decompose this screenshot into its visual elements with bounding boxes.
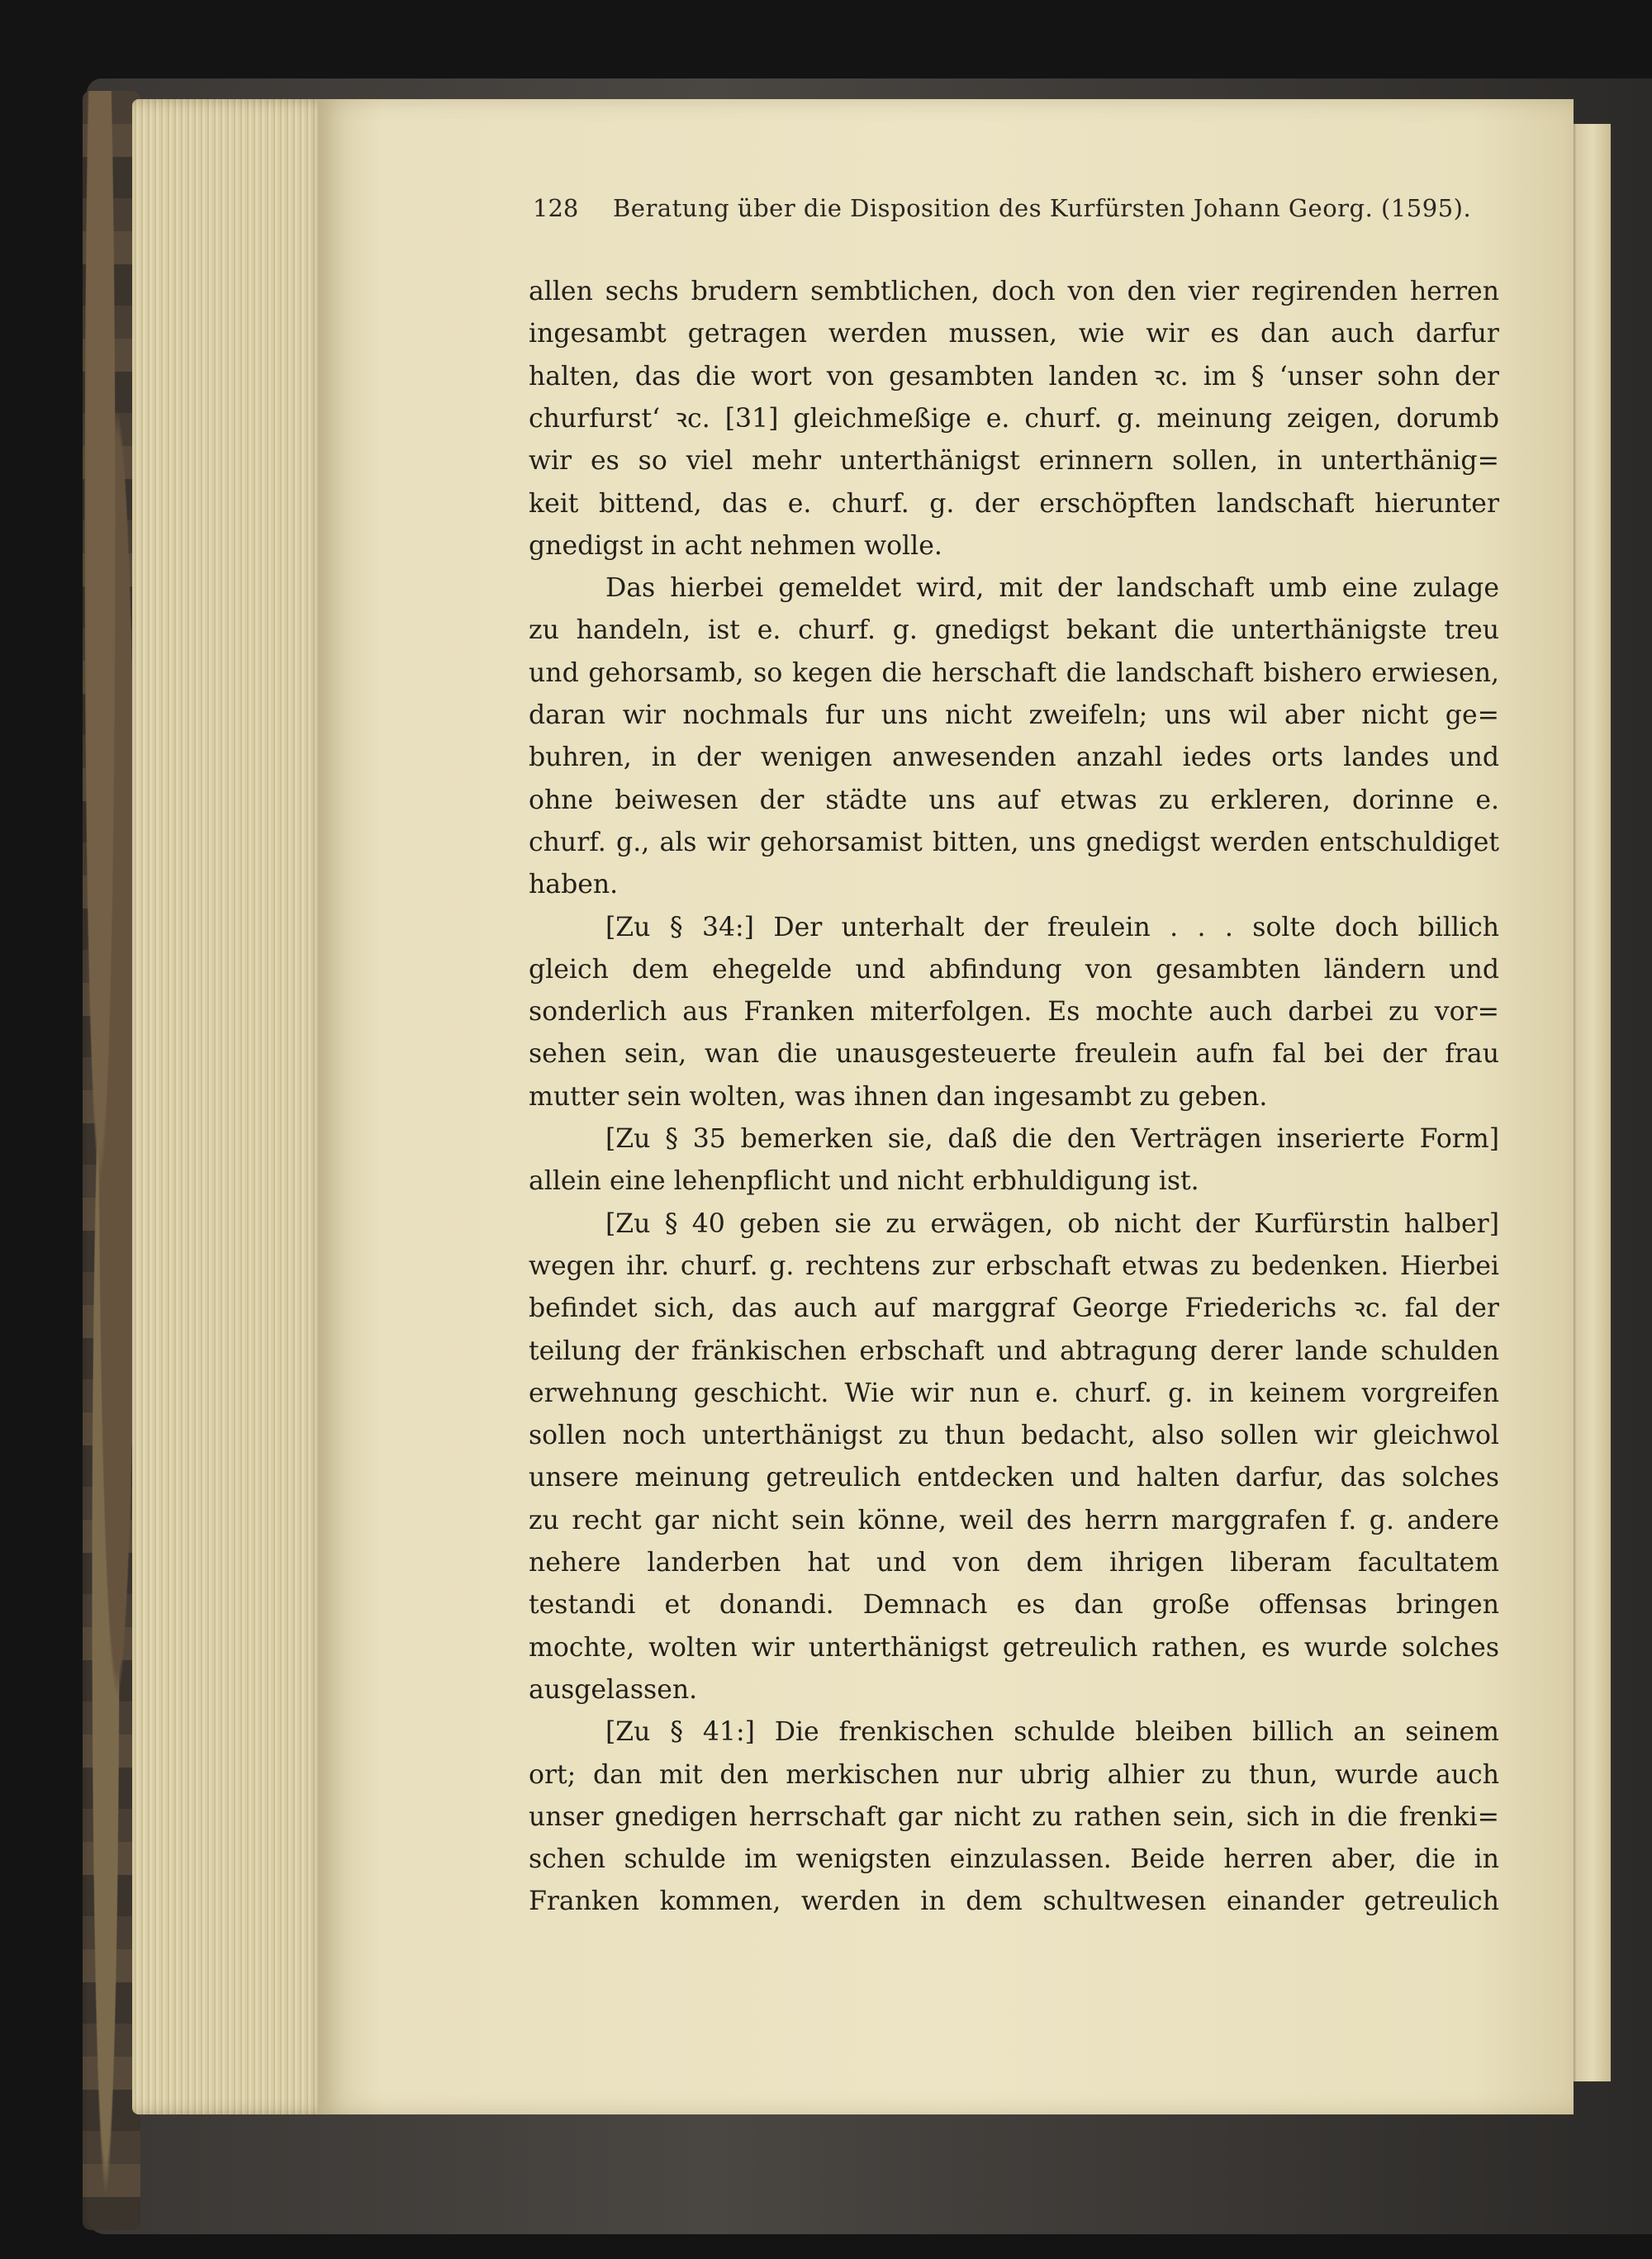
- text-line: testandi et donandi. Demnach es dan große offensas bringen: [529, 1590, 1499, 1621]
- text-line: teilung der fränkischen erbschaft und abtragung derer lande schulden: [529, 1336, 1499, 1366]
- text-line: [Zu § 35 bemerken sie, daß die den Verträgen inserierte Form]: [605, 1124, 1499, 1154]
- text-line: unser gnedigen herrschaft gar nicht zu rathen sein, sich in die frenki=: [529, 1801, 1499, 1832]
- text-line: unsere meinung getreulich entdecken und halten darfur, das solches: [529, 1463, 1499, 1493]
- running-head: Beratung über die Disposition des Kurfürsten Johann Georg. (1595).: [613, 194, 1472, 222]
- text-line: erwehnung geschicht. Wie wir nun e. churf. g. in keinem vorgreifen: [529, 1378, 1499, 1408]
- text-line: daran wir nochmals fur uns nicht zweifeln; uns wil aber nicht ge=: [529, 700, 1499, 730]
- page-header: [533, 194, 1499, 235]
- text-line: keit bittend, das e. churf. g. der erschöpften landschaft hierunter: [529, 488, 1499, 519]
- text-line: sonderlich aus Franken miterfolgen. Es mochte auch darbei zu vor=: [529, 997, 1499, 1027]
- text-line: zu handeln, ist e. churf. g. gnedigst bekant die unterthänigste treu: [529, 615, 1499, 646]
- page-number: 128: [533, 194, 579, 222]
- text-line: ohne beiwesen der städte uns auf etwas zu erkleren, dorinne e.: [529, 785, 1499, 815]
- text-line: und gehorsamb, so kegen die herschaft die landschaft bishero erwiesen,: [529, 657, 1499, 688]
- text-line: nehere landerben hat und von dem ihrigen liberam facultatem: [529, 1548, 1499, 1578]
- text-line: churf. g., als wir gehorsamist bitten, uns gnedigst werden entschuldiget: [529, 827, 1499, 857]
- text-line: zu recht gar nicht sein könne, weil des herrn marggrafen f. g. andere: [529, 1505, 1499, 1535]
- text-line: befindet sich, das auch auf marggraf George Friederichs ꝛc. fal der: [529, 1293, 1499, 1324]
- text-line: ausgelassen.: [529, 1674, 698, 1705]
- text-line: sollen noch unterthänigst zu thun bedacht, also sollen wir gleichwol: [529, 1421, 1499, 1451]
- text-line: allen sechs brudern sembtlichen, doch von den vier regirenden herren: [529, 277, 1499, 306]
- book-page: [318, 99, 1574, 2114]
- text-line: mochte, wolten wir unterthänigst getreulich rathen, es wurde solches: [529, 1632, 1499, 1663]
- text-line: halten, das die wort von gesambten landen ꝛc. im § ‘unser sohn der: [529, 361, 1499, 392]
- text-line: mutter sein wolten, was ihnen dan ingesambt zu geben.: [529, 1081, 1268, 1112]
- text-line: Franken kommen, werden in dem schultwesen einander getreulich: [529, 1886, 1499, 1917]
- text-line: churfurst‘ ꝛc. [31] gleichmeßige e. churf. g. meinung zeigen, dorumb: [529, 403, 1499, 434]
- text-line: [Zu § 34:] Der unterhalt der freulein . . . solte doch billich: [605, 912, 1499, 942]
- text-line: buhren, in der wenigen anwesenden anzahl iedes orts landes und: [529, 743, 1499, 773]
- text-line: Das hierbei gemeldet wird, mit der landschaft umb eine zulage: [605, 573, 1499, 604]
- text-line: [Zu § 41:] Die frenkischen schulde bleiben billich an seinem: [605, 1717, 1499, 1748]
- text-line: haben.: [529, 870, 619, 900]
- text-line: wegen ihr. churf. g. rechtens zur erbschaft etwas zu bedenken. Hierbei: [529, 1251, 1499, 1281]
- text-line: ort; dan mit den merkischen nur ubrig alhier zu thun, wurde auch: [529, 1759, 1499, 1790]
- text-line: ingesambt getragen werden mussen, wie wir es dan auch darfur: [529, 319, 1499, 349]
- page-stack-edges: [132, 99, 330, 2114]
- text-line: [Zu § 40 geben sie zu erwägen, ob nicht der Kurfürstin halber]: [605, 1208, 1499, 1239]
- text-line: wir es so viel mehr unterthänigst erinnern sollen, in unterthänig=: [529, 446, 1499, 477]
- text-line: schen schulde im wenigsten einzulassen. Beide herren aber, die in: [529, 1844, 1499, 1875]
- text-line: sehen sein, wan die unausgesteuerte freulein aufn fal bei der frau: [529, 1039, 1499, 1070]
- text-line: allein eine lehenpflicht und nicht erbhuldigung ist.: [529, 1166, 1199, 1197]
- text-line: gleich dem ehegelde und abfindung von gesambten ländern und: [529, 954, 1499, 985]
- text-line: gnedigst in acht nehmen wolle.: [529, 530, 942, 561]
